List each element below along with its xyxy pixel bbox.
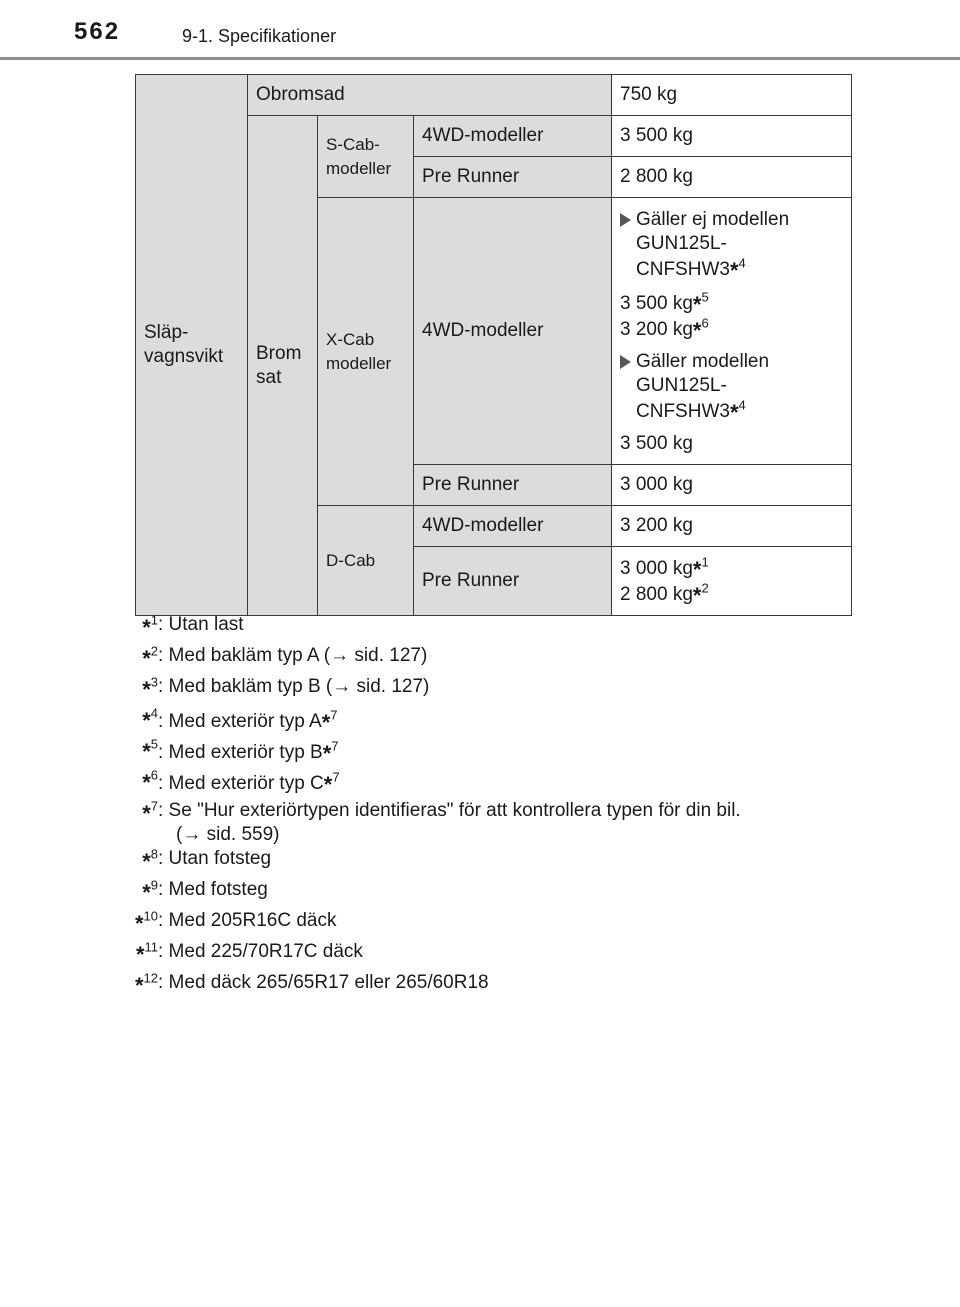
footnotes [0,612,960,1001]
footnote: *$^{12}$ : Med däck 265/65R17 eller 265/60R18 [134,970,489,998]
unbraked-label: Obromsad [248,75,612,116]
asterisk-icon: * [729,400,739,425]
footnote: *$^8$ : Utan fotsteg [142,846,272,874]
xcab-values: 3 500 kg*$^5$ 3 200 kg*$^6$ [620,289,709,343]
trailer-weight-table [135,74,852,616]
footnote: *$^{10}$ : Med 205R16C däck [134,908,337,936]
dcab-value-4wd: 3 200 kg [612,506,852,547]
asterisk-icon: * [692,318,702,343]
scab-model-prerunner: Pre Runner [414,157,612,198]
footnote: *$^{11}$ : Med 225/70R17C däck [135,939,363,967]
dcab-model-4wd: 4WD-modeller [414,506,612,547]
footnote: *$^7$ : Se "Hur exteriörtypen identifieras" för att kontrollera typen för din bil. (→ sid. 559) [142,798,741,845]
applies-value: 3 500 kg [620,433,693,454]
dcab-model-prerunner: Pre Runner [414,547,612,616]
section-title: 9-1. Specifikationer [182,26,337,46]
xcab-value-4wd [612,198,852,465]
braked-label: Brom sat [248,116,318,616]
header-rule [0,57,960,60]
asterisk-icon: * [692,292,702,317]
xcab-model-prerunner: Pre Runner [414,465,612,506]
scab-value-4wd: 3 500 kg [612,116,852,157]
scab-model-4wd: 4WD-modeller [414,116,612,157]
triangle-bullet-icon [620,213,631,227]
xcab-value-prerunner: 3 000 kg [612,465,852,506]
xcab-model-4wd: 4WD-modeller [414,198,612,465]
asterisk-icon: * [692,557,702,582]
page-number: 562 [74,18,121,45]
footnote: *$^5$ : Med exteriör typ B*$^7$ [142,736,339,766]
footnote: *$^1$ : Utan last [142,612,244,640]
page-header [0,0,960,60]
footnote: *$^2$ : Med bakläm typ A (→ sid. 127) [142,643,428,671]
scab-label: S-Cab- modeller [318,116,414,198]
triangle-bullet-icon [620,355,631,369]
unbraked-value: 750 kg [612,75,852,116]
dcab-label: D-Cab [318,506,414,616]
xcab-label: X-Cab modeller [318,198,414,506]
not-applies-bullet: Gäller ej modellen GUN125L- CNFSHW3*$^4$ [620,208,843,282]
footnote: *$^9$ : Med fotsteg [142,877,268,905]
row-header-trailer-weight: Släp- vagnsvikt [136,75,248,616]
asterisk-icon: * [729,258,739,283]
scab-value-prerunner: 2 800 kg [612,157,852,198]
footnote: *$^4$ : Med exteriör typ A*$^7$ [142,705,338,735]
dcab-value-prerunner: 3 000 kg*$^1$ 2 800 kg*$^2$ [612,547,852,616]
footnote: *$^3$ : Med bakläm typ B (→ sid. 127) [142,674,430,702]
footnote: *$^6$ : Med exteriör typ C*$^7$ [142,767,340,797]
asterisk-icon: * [692,583,702,608]
applies-bullet: Gäller modellen GUN125L- CNFSHW3*$^4$ [620,350,843,424]
